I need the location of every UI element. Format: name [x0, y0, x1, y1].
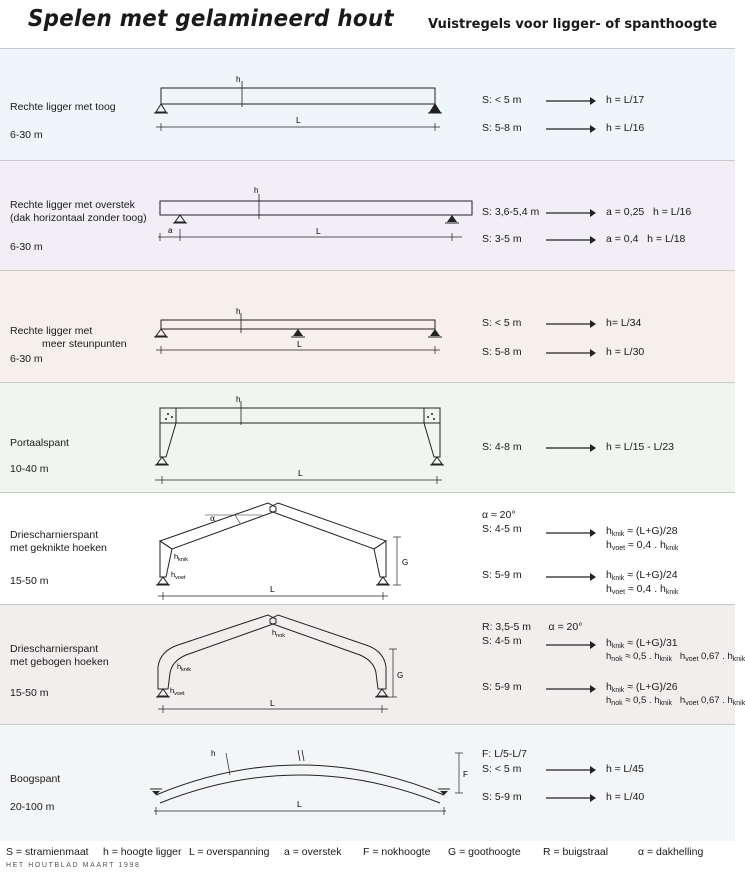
row-range: 6-30 m [10, 241, 43, 253]
diagram-driescharnierspant-gebogen [0, 605, 480, 725]
label-F: F [463, 770, 468, 779]
row-range: 6-30 m [10, 129, 43, 141]
label-hvoet: $h_{voet}$ [171, 570, 186, 581]
arrow-icon [546, 529, 596, 537]
rule-left: S: 3-5 m [482, 233, 522, 245]
label-h: h [236, 307, 241, 316]
rule-result: $h_{knik} \approx (L+G)/24$ [606, 569, 678, 582]
page-header [0, 0, 735, 48]
rule-left: S: 5-9 m [482, 569, 522, 581]
rule-left: S: 5-9 m [482, 791, 522, 803]
arrow-icon [546, 320, 596, 328]
legend [0, 840, 735, 864]
row-driescharnierspant-gebogen [0, 604, 745, 725]
row-driescharnierspant-geknikt [0, 492, 735, 605]
row-rechte-ligger-toog [0, 48, 735, 161]
row-rechte-ligger-overstek [0, 160, 735, 271]
label-L: L [297, 339, 302, 349]
rule-result: $h_{knik} \approx (L+G)/31$ [606, 637, 678, 650]
rule-left: S: < 5 m [482, 317, 522, 329]
page-subtitle: Vuistregels voor ligger- of spanthoogte [428, 17, 718, 32]
arrow-icon [546, 766, 596, 774]
diagram-portaalspant [0, 383, 480, 493]
rule-result: $h_{voet} \approx 0,4$ . $h_{knik}$ [606, 539, 679, 552]
legend-item: S = stramienmaat [6, 846, 89, 858]
rule-result: $h_{nok} \approx 0,5$ . $h_{knik}$ $h_{voet}$ 0,67 . $h_{knik}$ [606, 651, 745, 663]
diagram-rechte-ligger-toog [0, 49, 480, 161]
rule-result: $h_{knik} \approx (L+G)/26$ [606, 681, 678, 694]
rule-left: S: 4-8 m [482, 441, 522, 453]
label-L: L [270, 584, 275, 594]
rule-result: $h_{nok} \approx 0,5$ . $h_{knik}$ $h_{voet}$ 0,67 . $h_{knik}$ [606, 695, 745, 707]
label-h: h [211, 749, 216, 758]
rule-result: $h_{knik} \approx (L+G)/28$ [606, 525, 678, 538]
page-title: Spelen met gelamineerd hout [28, 6, 394, 32]
rule-left: S: 4-5 m [482, 523, 522, 535]
row-boogspant [0, 724, 735, 841]
label-hknik: $h_{knik}$ [174, 552, 188, 563]
row-range: 20-100 m [10, 801, 55, 813]
rule-result: h = L/40 [606, 791, 645, 803]
rules-header: F: L/5-L/7 [482, 748, 527, 760]
label-h: h [236, 75, 241, 84]
rule-left: S: 4-5 m [482, 635, 522, 647]
arrow-icon [546, 349, 596, 357]
legend-item: a = overstek [284, 846, 342, 858]
legend-item: α = dakhelling [638, 846, 704, 858]
row-name: Rechte ligger met overstek (dak horizontaal zonder toog) [10, 199, 147, 224]
row-rechte-ligger-steunpunten [0, 270, 735, 383]
row-name: Rechte ligger met meer steunpunten [10, 325, 127, 350]
arrow-icon [546, 97, 596, 105]
rule-result: a = 0,4 h = L/18 [606, 233, 686, 245]
arrow-icon [546, 236, 596, 244]
legend-item: L = overspanning [189, 846, 270, 858]
row-range: 15-50 m [10, 687, 49, 699]
label-L: L [298, 468, 303, 478]
label-L: L [270, 698, 275, 708]
label-hknik: $h_{knik}$ [177, 662, 191, 673]
diagram-rechte-ligger-overstek [0, 161, 480, 271]
rule-result: h = L/30 [606, 346, 645, 358]
arrow-icon [546, 685, 596, 693]
label-L: L [316, 226, 321, 236]
label-G: G [402, 558, 409, 567]
legend-item: R = buigstraal [543, 846, 609, 858]
legend-item: G = goothoogte [448, 846, 521, 858]
row-name: Driescharnierspant met gebogen hoeken [10, 643, 109, 668]
label-h: h [254, 186, 259, 195]
rule-left: S: 5-9 m [482, 681, 522, 693]
rule-result: h ≈ L/45 [606, 763, 644, 775]
rule-left: S: < 5 m [482, 94, 522, 106]
diagram-boogspant [0, 725, 480, 841]
arrow-icon [546, 444, 596, 452]
arrow-icon [546, 573, 596, 581]
rule-left: S: 5-8 m [482, 122, 522, 134]
label-hnok: $h_{nok}$ [272, 628, 286, 639]
rule-result: $h_{voet} \approx 0,4$ . $h_{knik}$ [606, 583, 679, 596]
arrow-icon [546, 209, 596, 217]
label-L: L [296, 115, 301, 125]
rule-result: h= L/34 [606, 317, 642, 329]
row-name: Rechte ligger met toog [10, 101, 116, 113]
arrow-icon [546, 794, 596, 802]
row-range: 6-30 m [10, 353, 43, 365]
legend-item: h = hoogte ligger [103, 846, 182, 858]
label-a: a [168, 226, 173, 235]
arrow-icon [546, 641, 596, 649]
rule-result: a = 0,25 h = L/16 [606, 206, 692, 218]
rules-header: α ≈ 20° [482, 509, 516, 521]
footer-source: HET HOUTBLAD MAART 1998 [6, 862, 141, 869]
row-range: 15-50 m [10, 575, 49, 587]
rule-left: S: 3,6-5,4 m [482, 206, 540, 218]
rule-result: h = L/16 [606, 122, 645, 134]
rule-result: h = L/17 [606, 94, 645, 106]
diagram-driescharnierspant-geknikt [0, 493, 480, 605]
label-alpha: α [210, 514, 216, 523]
label-G: G [397, 671, 404, 680]
row-name: Driescharnierspant met geknikte hoeken [10, 529, 107, 554]
row-portaalspant [0, 382, 735, 493]
arrow-icon [546, 125, 596, 133]
label-L: L [297, 799, 302, 809]
rule-left: S: < 5 m [482, 763, 522, 775]
label-h: h [236, 395, 241, 404]
rule-result: h = L/15 - L/23 [606, 441, 675, 453]
row-name: Portaalspant [10, 437, 69, 449]
label-hvoet: $h_{voet}$ [170, 686, 185, 697]
rule-left: S: 5-8 m [482, 346, 522, 358]
rules-header: R: 3,5-5 m α = 20° [482, 621, 583, 633]
row-name: Boogspant [10, 773, 61, 785]
diagram-rechte-ligger-steunpunten [0, 271, 480, 383]
row-range: 10-40 m [10, 463, 49, 475]
legend-item: F = nokhoogte [363, 846, 431, 858]
